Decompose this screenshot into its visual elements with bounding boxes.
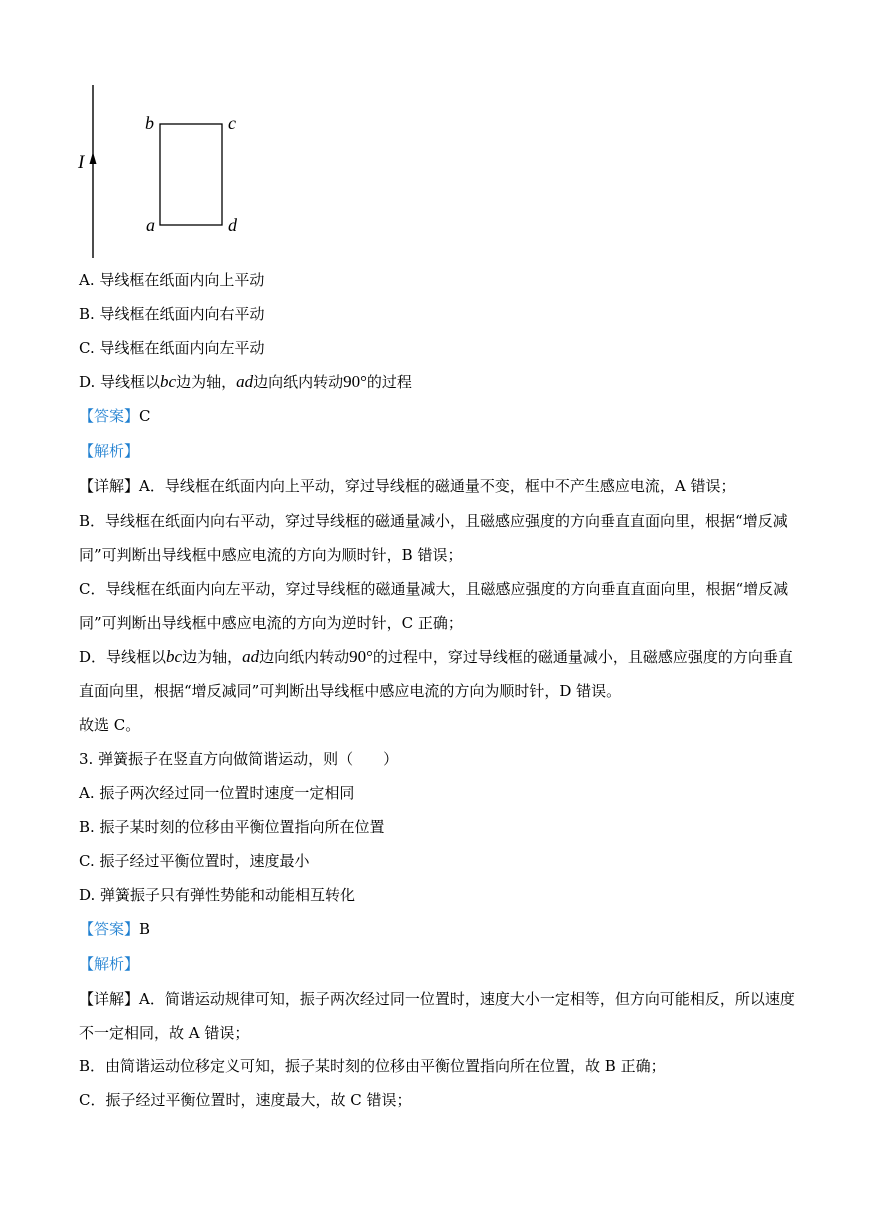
q2-option-d-mid2: 边向纸内转动 [253,373,344,391]
q2-answer [79,406,799,426]
q2-option-d-angle: 90° [343,372,367,391]
q2-option-c: C. 导线框在纸面内向左平动 [79,339,265,357]
q2-detail-d-mid: 边为轴， [182,648,243,666]
q2-option-d [79,372,799,392]
corner-c-label: c [228,113,236,133]
q2-detail-tag: 【详解】 [79,477,140,495]
q3-answer-tag: 【答案】 [79,920,140,938]
q3-option-c: C. 振子经过平衡位置时，速度最小 [79,852,310,870]
q2-detail-b: B．导线框在纸面内向右平动，穿过导线框的磁通量减小，且磁感应强度的方向垂直直面向里，根据“增反减同”可判断出导线框中感应电流的方向为顺时针，B 错误； [79,512,788,564]
corner-d-label: d [228,215,237,235]
q3-option-b: B. 振子某时刻的位移由平衡位置指向所在位置 [79,818,385,836]
q2-option-b: B. 导线框在纸面内向右平动 [79,305,265,323]
q3-detail-b: B．由简谐运动位移定义可知，振子某时刻的位移由平衡位置指向所在位置，故 B 正确； [79,1057,666,1075]
q3-option-d: D. 弹簧振子只有弹性势能和动能相互转化 [79,886,356,904]
q2-analysis-tag: 【解析】 [79,442,140,460]
q2-detail-d-mid2: 边向纸内转动 [259,648,350,666]
q2-detail-d-suffix: 的过程中，穿过导线框的磁通量减小，且磁感应强度的方向垂直直面向里，根据“增反减同”可判断出导线框中感应电流的方向为顺时针，D 错误。 [79,648,793,700]
q3-detail-tag: 【详解】 [79,990,140,1008]
q2-detail-d [79,640,799,708]
q3-detail-c: C．振子经过平衡位置时，速度最大，故 C 错误； [79,1091,412,1109]
corner-b-label: b [145,113,154,133]
q2-answer-value: C [139,407,151,425]
q2-option-d-ad: ad [236,372,254,391]
q3-stem: 3. 弹簧振子在竖直方向做简谐运动，则（ ） [79,750,399,768]
q2-detail-d-angle: 90° [349,647,373,666]
q2-detail-a [79,476,799,496]
q2-option-d-prefix: D. 导线框以 [79,373,161,391]
diagram-svg [70,80,270,265]
wire-loop [160,124,222,225]
wire-loop-diagram [70,80,270,265]
q2-option-d-bc: bc [160,372,177,391]
q2-option-d-suffix: 的过程 [366,373,412,391]
q3-answer-value: B [139,920,151,938]
corner-a-label: a [146,215,155,235]
q3-detail-a-text: A．简谐运动规律可知，振子两次经过同一位置时，速度大小一定相等，但方向可能相反，所以速度不一定相同，故 A 错误； [79,990,795,1042]
q2-detail-d-ad: ad [242,647,260,666]
q2-conclusion: 故选 C。 [79,716,141,734]
q2-option-a: A. 导线框在纸面内向上平动 [79,271,265,289]
current-label: I [78,152,85,173]
q2-detail-c: C．导线框在纸面内向左平动，穿过导线框的磁通量减大，且磁感应强度的方向垂直直面向里，根据“增反减同”可判断出导线框中感应电流的方向为逆时针，C 正确； [79,580,789,632]
q2-detail-d-bc: bc [166,647,183,666]
current-arrow-icon [90,152,97,164]
q2-detail-d-prefix: D．导线框以 [79,648,167,666]
q3-analysis-tag: 【解析】 [79,955,140,973]
q3-option-a: A. 振子两次经过同一位置时速度一定相同 [79,784,355,802]
q2-answer-tag: 【答案】 [79,407,140,425]
q2-detail-a-text: A．导线框在纸面内向上平动，穿过导线框的磁通量不变，框中不产生感应电流，A 错误； [139,477,736,495]
q2-option-d-mid: 边为轴， [176,373,237,391]
q3-detail-a [79,982,799,1050]
q3-answer [79,919,799,939]
